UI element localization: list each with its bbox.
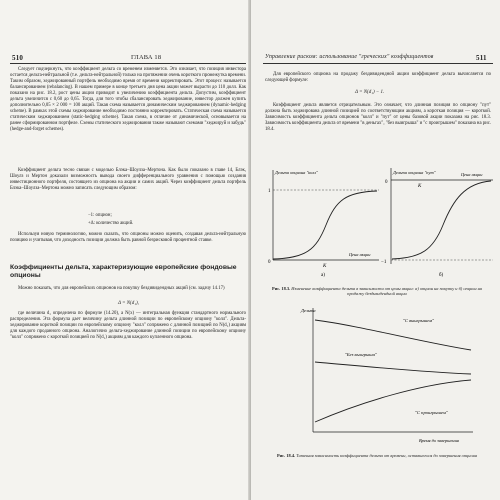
figure-18-3-caption [267,286,487,297]
chapter-title: ГЛАВА 18 [131,54,162,61]
in-the-money-curve [315,320,471,350]
figure-18-4 [251,302,500,452]
tick-zero: 0 [385,180,388,185]
page-number: 510 [12,54,24,62]
tick-k: K [418,184,422,189]
paragraph: Коэффициент дельта тесно связан с моделью Блэка–Шоулза–Мертона. Как было показано в главе 14, Блэк, Шоулз и Мертон доказали возможность вывода своего дифференциального уравнения с помощью создания инвестиционного портфеля, состоящего из опциона на акции и самих акций. Через коэффициент дельта портфель Блэка–Шоулза–Мертона можно записать следующим образом: [10,168,246,192]
fig4-xlabel: Время до завершения [419,438,459,443]
paragraph: Используя новую терминологию, можно сказать, что опционы можно оценить, создавая дельта-нейтральную позицию и учитывая, что доходность позиции должна быть равной безрисковой процентной ставке. [10,232,246,244]
paragraph: Коэффициент дельта является отрицательным. Это означает, что длинная позиция по опциону "пут" должна быть хеджирована длинной позицией по соответствующим акциям, а короткая позиция — короткой. Зависимость коэффициента дельта опционов "колл" и "пут" от цены базовой акции показана на рис. 18.3. Зависимость коэффициента дельта от времени "в деньгах", "без выигрыша" и "с проигрышем" показана на рис. 18.4. [265,103,491,133]
put-delta-curve [392,181,491,259]
figure-18-4-caption [267,453,487,458]
paragraph: Следует подчеркнуть, что коэффициент дельта со временем изменяется. Это означает, что позиция инвестора остается дельта-нейтральной (т.е. дельта-нейтральной) только на протяжении очень короткого промежутка времени. Таким образом, хеджированный портфель необходимо время от времени корректировать. Этот процесс называется балансированием (rebalancing). В нашем примере в конце третьего дня цена акции может вырасти до 110 долл. Как показано на рис. 18.2, рост цены акции приводит к увеличению коэффициента дельта. Допустим, коэффициент дельта увеличится с 0,60 до 0,65. Тогда, для того чтобы сбалансировать хеджирование, инвестор должен купить дополнительно 0,05 × 2 000 = 100 акций. Такая схема называется динамическим хеджированием (dynamic-hedging scheme). В рамках этой схемы хеджирование необходимо постоянно корректировать. Статическая схема называется статическим хеджированием (static-hedging scheme). Такая схема, в отличие от динамической, основывается на ранее сформированном портфеле. Схемы статического хеджирования также называют схемами "хеджируй и забудь" (hedge-and-forget schemes). [10,67,246,133]
paragraph: где величина d₁ определена по формуле (14.20), а N(x) — интегральная функция стандартного нормального распределения. Эта формула дает величину дельта длинной позиции по европейскому опциону "колл". Дельта-хеджирование короткой позиции по европейскому опциону "колл" сопряжено с длинной позицией по N(d₁) акциям для каждого проданного опциона. Аналогично дельта-хеджирование длинной позиции по европейскому опциону "колл" сопряжено с короткой позицией по N(d₁) акциям для каждого купленного опциона. [10,311,246,341]
header-rule [263,63,493,64]
panel-label-a: а) [321,273,325,278]
section-heading: Коэффициенты дельта, характеризующие европейские фондовые опционы [10,264,237,279]
figure-18-3 [251,160,500,290]
tick-k: K [323,264,327,269]
fig3-left-xlabel: Цена акции [349,252,371,257]
out-of-the-money-curve [315,380,471,422]
fig3-right-xlabel: Цена акции [461,172,483,177]
at-the-money-curve [315,362,471,374]
formula: Δ = N(d₁) − 1. [355,90,385,95]
caption-text: Изменение коэффициента дельта в зависимости от цены акции: а) опцион на покупку и б) опцион на продажу бездивидендной акции [291,286,482,297]
caption-label: Рис. 18.4. [276,453,296,458]
call-delta-curve [273,191,377,259]
series-label-out-of-the-money: "С проигрышем" [415,410,448,415]
running-head: Управление риском: использование "греческих" коэффициентов [265,54,434,60]
series-label-at-the-money: "Без выигрыша" [345,352,377,357]
series-label-in-the-money: "С выигрышем" [403,318,434,323]
caption-text: Типичная зависимость коэффициента дельта от времени, оставшегося до завершения опциона [296,453,478,458]
formula: Δ = N(d₁), [118,301,139,306]
caption-label: Рис. 18.3. [272,286,291,291]
fig3-right-panel [381,168,493,278]
panel-label-b: б) [439,273,444,278]
page-number: 511 [476,54,487,62]
tick-one: 1 [268,189,271,194]
fig3-left-panel [268,170,379,278]
paragraph: Можно показать, что для европейских опционов на покупку бездивидендных акций (см. задачу 14.17) [18,286,225,291]
paragraph: Для европейского опциона на продажу бездивидендной акции коэффициент дельта вычисляется по следующей формуле: [265,72,491,84]
right-page [251,0,500,500]
fig3-left-ylabel: Дельта опциона "колл" [275,170,318,175]
tick-minus-one: −1 [381,260,387,265]
tick-zero: 0 [268,260,271,265]
fig4-ylabel: Дельта [301,308,316,313]
portfolio-line: +Δ: количество акций. [88,221,134,226]
portfolio-line: −1: опцион; [88,213,112,218]
fig3-right-ylabel: Дельта опциона "пут" [393,170,436,175]
header-rule [10,63,246,64]
